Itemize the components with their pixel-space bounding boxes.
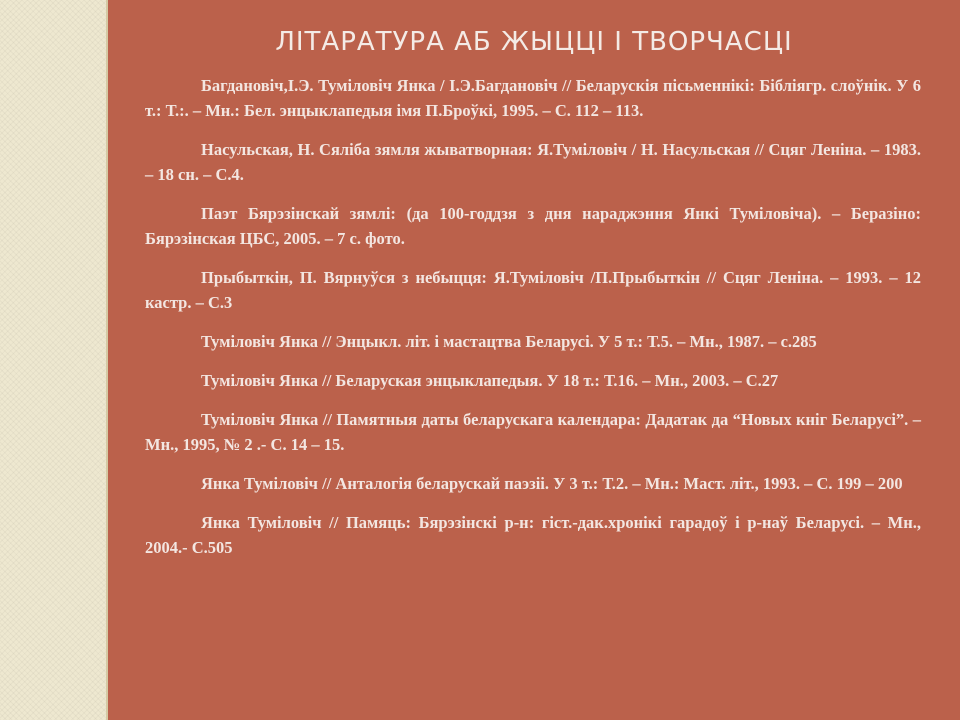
bibliography-list	[145, 73, 921, 574]
bibliography-entry: Туміловіч Янка // Памятныя даты беларускага календара: Дадатак да “Новых кніг Беларусі”. – Мн., 1995, № 2 .- С. 14 – 15.	[145, 410, 921, 454]
slide-title: ЛІТАРАТУРА АБ ЖЫЦЦІ І ТВОРЧАСЦІ	[275, 27, 793, 57]
bibliography-entry: Паэт Бярэзінскай зямлі: (да 100-годдзя з дня нараджэння Янкі Туміловіча). – Беразіно: Бярэзінская ЦБС, 2005. – 7 с. фото.	[145, 204, 921, 248]
bibliography-entry: Прыбыткін, П. Вярнуўся з небыцця: Я.Туміловіч /П.Прыбыткін // Сцяг Леніна. – 1993. – 12 кастр. – С.3	[145, 268, 921, 312]
bibliography-entry: Туміловіч Янка // Энцыкл. літ. і мастацтва Беларусі. У 5 т.: Т.5. – Мн., 1987. – с.285	[201, 332, 817, 351]
bibliography-entry: Багдановіч,І.Э. Туміловіч Янка / І.Э.Багдановіч // Беларускія пісьменнікі: Бібліягр. слоўнік. У 6 т.: Т.:. – Мн.: Бел. энцыклапедыя імя П.Броўкі, 1995. – С. 112 – 113.	[145, 76, 921, 120]
slide-content	[108, 0, 960, 720]
bibliography-entry: Янка Туміловіч // Анталогія беларускай паэзіі. У 3 т.: Т.2. – Мн.: Маст. літ., 1993. – С. 199 – 200	[201, 474, 903, 493]
bibliography-entry: Насульская, Н. Сяліба зямля жыватворная: Я.Туміловіч / Н. Насульская // Сцяг Леніна. – 1983. – 18 сн. – С.4.	[145, 140, 921, 184]
bibliography-entry: Янка Туміловіч // Памяць: Бярэзінскі р-н: гіст.-дак.хронікі гарадоў і р-наў Беларусі. – Мн., 2004.- С.505	[145, 513, 921, 557]
bibliography-entry: Туміловіч Янка // Беларуская энцыклапедыя. У 18 т.: Т.16. – Мн., 2003. – С.27	[201, 371, 779, 390]
decorative-texture-strip	[0, 0, 106, 720]
